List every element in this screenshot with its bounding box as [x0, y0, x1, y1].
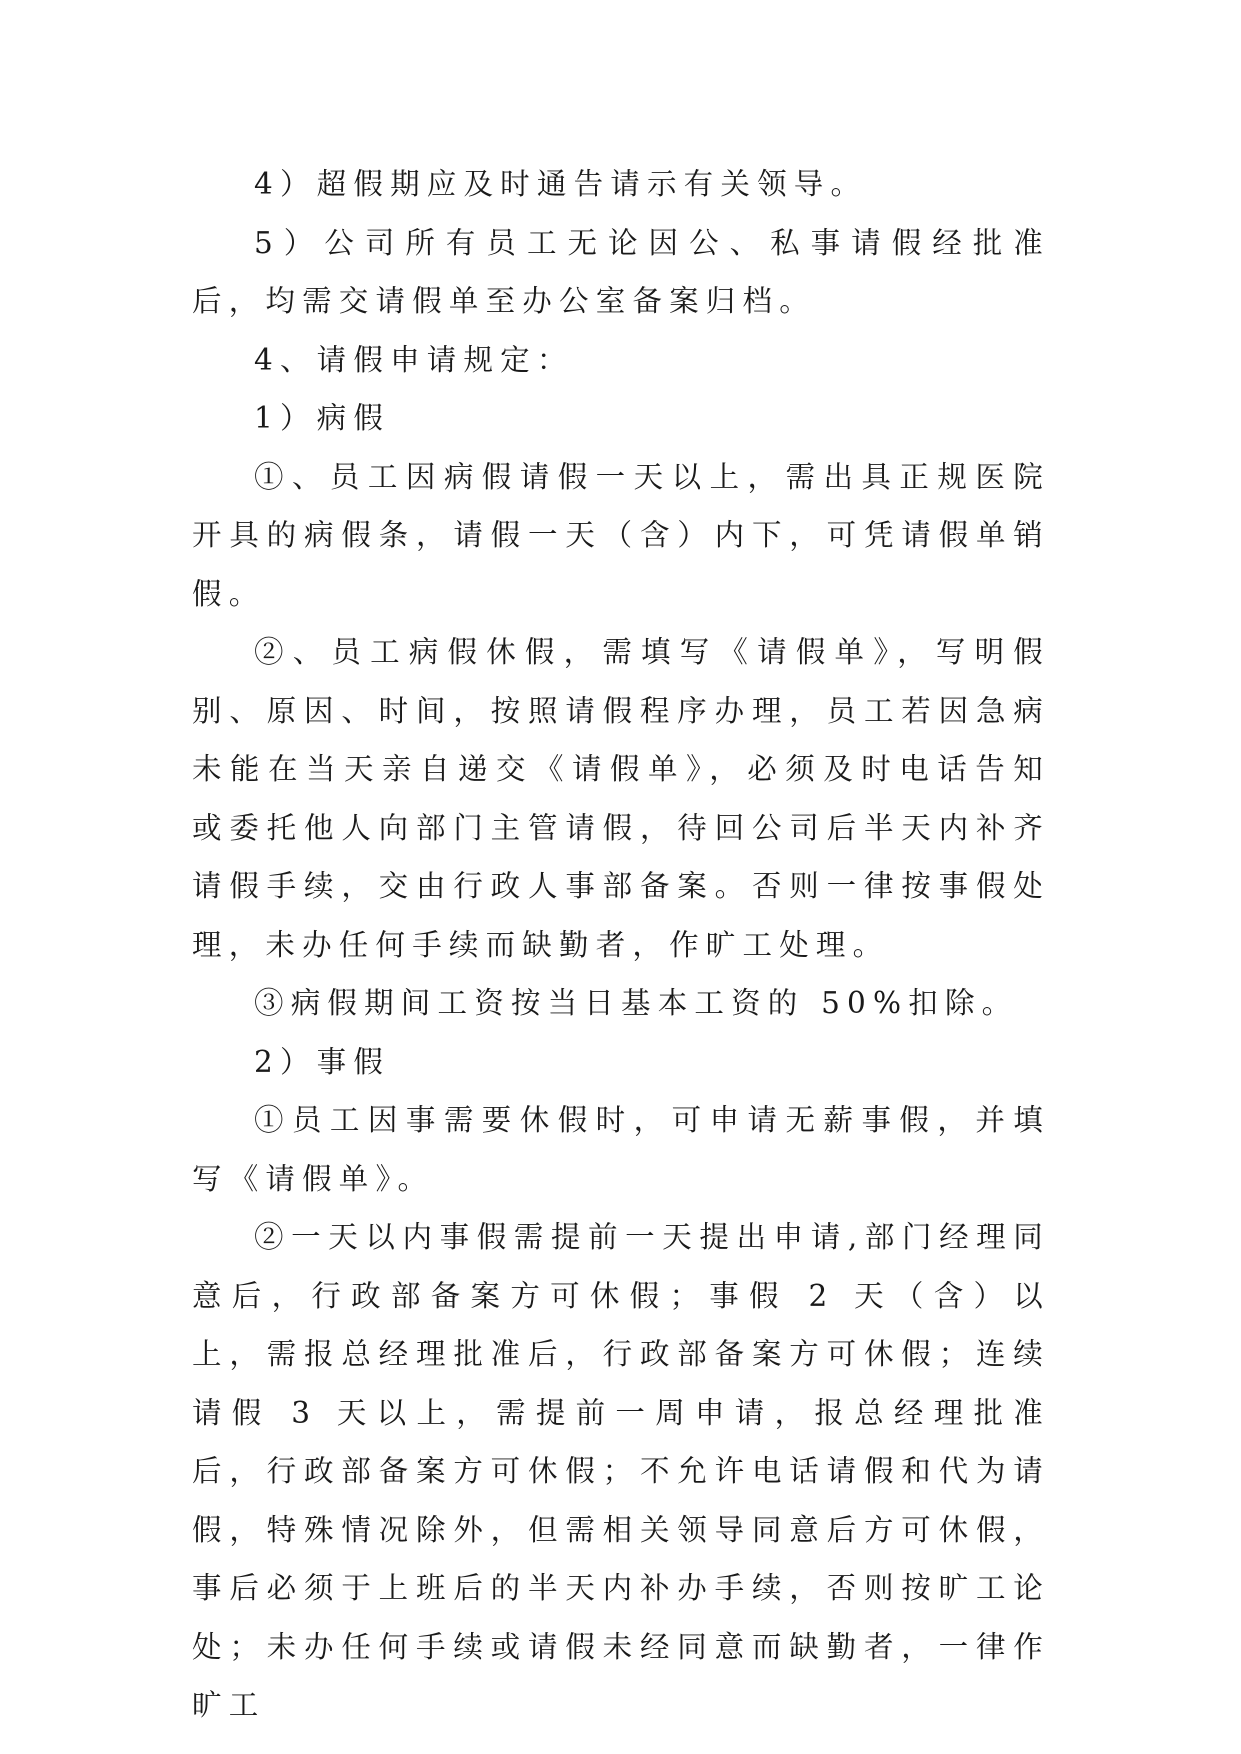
paragraph-sick-leave-2: ②、员工病假休假，需填写《请假单》，写明假别、原因、时间，按照请假程序办理，员工若因急病未能在当天亲自递交《请假单》，必须及时电话告知或委托他人向部门主管请假，待回公司后半天内补齐请假手续，交由行政人事部备案。否则一律按事假处理，未办任何手续而缺勤者，作旷工处理。	[192, 635, 1050, 962]
section-heading-leave-rules: 4、请假申请规定：	[254, 342, 574, 377]
paragraph-sick-leave-1: ①、员工因病假请假一天以上，需出具正规医院开具的病假条，请假一天（含）内下，可凭请假单销假。	[192, 459, 1050, 611]
paragraph-leave-filing: 5）公司所有员工无论因公、私事请假经批准后，均需交请假单至办公室备案归档。	[192, 225, 1050, 318]
document-body	[192, 155, 1050, 1735]
paragraph-overtime-leave: 4）超假期应及时通告请示有关领导。	[254, 167, 868, 201]
paragraph-sick-leave-3: ③病假期间工资按当日基本工资的 50%扣除。	[254, 986, 1019, 1020]
paragraph-personal-leave-1: ①员工因事需要休假时，可申请无薪事假，并填写《请假单》。	[192, 1103, 1050, 1196]
subheading-sick-leave: 1）病假	[254, 401, 391, 435]
paragraph-personal-leave-2: ②一天以内事假需提前一天提出申请,部门经理同意后，行政部备案方可休假；事假 2 天（含）以上，需报总经理批准后，行政部备案方可休假；连续请假 3 天以上，需提前一周申请，报总经理批准后，行政部备案方可休假；不允许电话请假和代为请假，特殊情况除外，但需相关领导同意后方可休假，事后必须于上班后的半天内补办手续，否则按旷工论处；未办任何手续或请假未经同意而缺勤者，一律作旷工	[192, 1220, 1050, 1722]
subheading-personal-leave: 2）事假	[254, 1044, 391, 1079]
